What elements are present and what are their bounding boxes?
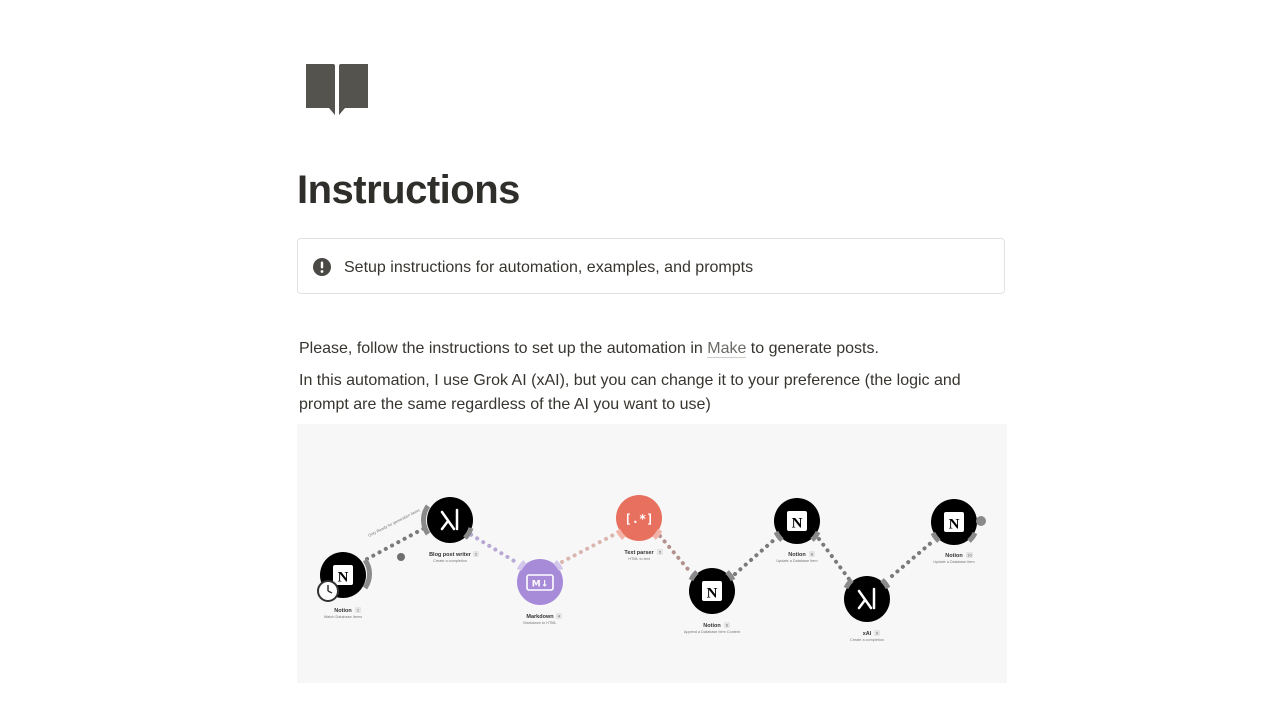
node-2-name: Blog post writer: [429, 552, 471, 558]
svg-text:N: N: [337, 569, 349, 586]
ai-note-line-2: prompt are the same regardless of the AI you want to use): [299, 396, 711, 413]
node-1-sub: Watch Database Items: [323, 615, 363, 619]
connector-5-6[interactable]: [660, 536, 692, 574]
node-4-badge: 4: [557, 613, 561, 619]
node-xai[interactable]: [844, 576, 890, 642]
node-1-name: Notion: [334, 608, 352, 614]
book-icon: [303, 60, 371, 118]
connector-9-10[interactable]: [892, 542, 932, 576]
text-parser-icon: [.*]: [624, 512, 654, 526]
node-4-name: Markdown: [526, 614, 554, 620]
notion-icon: [944, 512, 964, 533]
node-8-badge: 8: [810, 551, 814, 557]
node-10-name: Notion: [945, 553, 963, 559]
node-8-name: Notion: [788, 552, 806, 558]
make-link[interactable]: Make: [707, 340, 747, 357]
ai-note-paragraph: [299, 369, 1005, 417]
exclamation-circle-icon: [313, 258, 331, 276]
node-5-badge: 5: [658, 549, 662, 555]
page-title: Instructions: [297, 168, 520, 212]
connector-4-5[interactable]: [562, 532, 619, 562]
clock-icon: [318, 581, 338, 601]
node-9-name: xAI: [862, 631, 872, 637]
svg-text:M↓: M↓: [531, 579, 549, 590]
callout: [297, 238, 1005, 294]
node-text-parser[interactable]: [616, 495, 663, 561]
node-2-sub: Create a completion: [433, 559, 467, 563]
scenario-canvas: [297, 424, 1007, 683]
node-9-badge: 9: [875, 630, 879, 636]
node-notion-update-2[interactable]: [931, 499, 986, 564]
node-8-sub: Update a Database Item: [776, 559, 818, 563]
node-6-sub: Append a Database Item Content: [683, 630, 741, 634]
node-4-sub: Markdown to HTML: [523, 621, 557, 625]
add-module-handle[interactable]: [976, 516, 986, 526]
connector-8-9[interactable]: [819, 539, 849, 579]
svg-text:N: N: [706, 585, 718, 602]
filter-icon[interactable]: [397, 553, 405, 561]
node-blog-post-writer[interactable]: [423, 497, 479, 563]
intro-text-after: to generate posts.: [746, 340, 879, 357]
connector-6-8[interactable]: [735, 539, 775, 574]
node-5-name: Text parser: [624, 550, 654, 556]
node-notion-append[interactable]: [684, 568, 741, 634]
notion-icon: [702, 581, 722, 602]
svg-text:N: N: [791, 515, 803, 532]
automation-scenario-diagram: [297, 424, 1007, 683]
node-6-name: Notion: [703, 623, 721, 629]
svg-text:N: N: [948, 516, 960, 533]
intro-paragraph: [299, 337, 1005, 361]
node-1-badge: 1: [356, 607, 360, 613]
ai-note-line-1: In this automation, I use Grok AI (xAI), but you can change it to your preference (the logic and: [299, 372, 961, 389]
connector-2-4[interactable]: [465, 531, 519, 564]
node-9-sub: Create a completion: [850, 638, 884, 642]
node-6-badge: 6: [725, 622, 729, 628]
node-5-sub: HTML to text: [628, 557, 650, 561]
notion-icon: [333, 565, 353, 586]
intro-text-before: Please, follow the instructions to set up the automation in: [299, 340, 708, 357]
callout-text: Setup instructions for automation, examples, and prompts: [344, 259, 754, 276]
node-10-sub: Update a Database Item: [933, 560, 975, 564]
node-10-badge: 10: [967, 552, 972, 558]
notion-icon: [787, 511, 807, 532]
node-2-badge: 2: [474, 551, 478, 557]
node-notion-update-1[interactable]: [774, 498, 820, 563]
node-markdown[interactable]: [517, 559, 563, 625]
node-notion-watch[interactable]: [318, 552, 370, 619]
filter-label: Only Ready for generation items: [367, 507, 421, 538]
